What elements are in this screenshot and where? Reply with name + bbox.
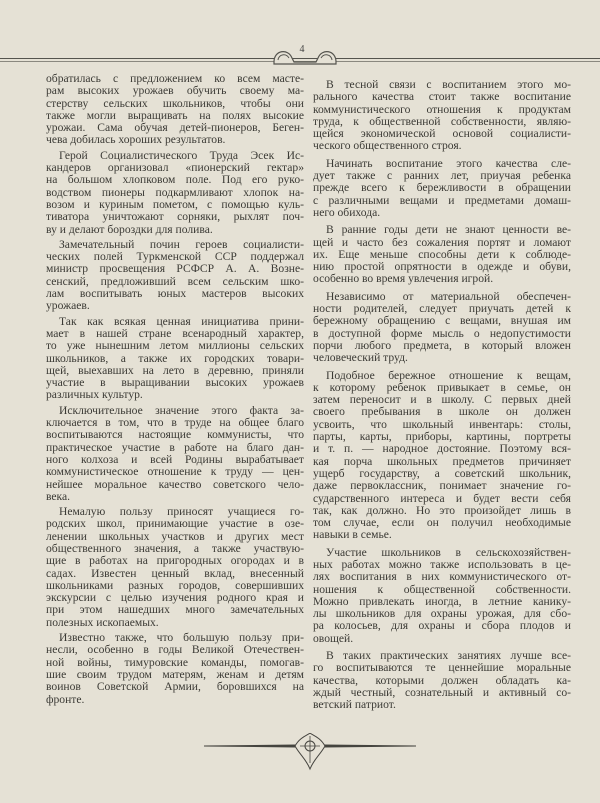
text-line: и т. п. — народное достояние. Поэтому вся- [313,442,571,456]
text-line: Так как всякая ценная инициатива прини- [59,314,304,328]
text-line: шие своим трудом матерям, женам и детям [46,667,304,681]
text-line: мает в нашей стране всенародный характер, [46,326,304,340]
text-line: при этом нашедших много замечательных [46,603,304,617]
text-line: полезных ископаемых. [46,615,159,629]
text-line: практическое участие в работе на благо дан- [46,440,304,454]
text-line: нию простой опрятности в одежде и обуви, [313,260,571,274]
paragraph [313,158,571,219]
paragraph [313,224,571,285]
text-line: также могли выращивать на полях высокие [46,108,304,122]
text-line: щие в работах на пригородных огородах и в [46,554,304,568]
text-line: воинов Советской Армии, боровшихся на [46,680,304,694]
text-line: рам высоких урожаев обучить своему ма- [46,84,304,98]
text-line: к которому ребенок привыкает в семье, он [313,380,571,394]
text-line: дует также с ранних лет, приучая ребенка [313,169,571,183]
text-line: Независимо от материальной обеспечен- [326,289,571,303]
text-line: ного колхоза и всей Родины вырабатывает [46,452,304,466]
text-line: коммунистическое отношение к труду — цен- [46,465,304,479]
text-line: несли, особенно в годы Великой Отечествен- [46,643,304,657]
text-line: ности родителей, следует приучать детей к [313,302,571,316]
text-line: их. Еще меньше способны дети к соблюде- [313,247,571,261]
paragraph [46,73,304,147]
text-line: прежде всего к бережливости в обращении [313,181,571,195]
text-line: министр просвещения РСФСР А. А. Возне- [46,262,304,276]
text-line: так, как должно. Но это произойдет лишь в [313,503,571,517]
paragraph [46,405,304,503]
text-line: навыки в семье. [313,528,392,542]
text-line: ной войны, тимуровские команды, помогав- [46,655,304,669]
text-line: щейся экономической основой социалисти- [313,127,571,141]
text-line: качества, которыми должен обладать ка- [313,673,571,687]
paragraph [46,506,304,629]
text-line: стерству сельских школьников, чтобы они [46,96,304,110]
text-line: труда, к общественной собственности, являю- [313,114,571,128]
text-line: Немалую пользу приносят учащиеся го- [59,505,304,519]
text-line: школьников, а также их городских товари- [46,351,304,365]
text-line: коммунистического отношения к продуктам [313,102,571,116]
text-line: затем переносит и в школу. С первых дней [313,393,571,407]
text-line: урожаев. [46,299,90,313]
text-line: обратилась с предложением ко всем масте- [46,72,304,85]
text-line: щей, выехавших на лето в деревню, приняли [46,363,304,377]
text-line: рального качества стоит также воспитание [313,90,571,104]
right-column [313,79,571,717]
paragraph [46,632,304,706]
text-line: сударственного интереса и будет вести себя [313,491,571,505]
text-line: ра колосьев, для охраны и сбора плодов и [313,619,571,633]
text-line: ческих полей Туркменской ССР поддержал [46,250,304,264]
text-line: урожаи. Сама обучая детей-пионеров, Беген- [46,121,304,135]
text-line: овощей. [313,631,354,645]
text-line: ленении школьных участков и других мест [46,529,304,543]
paragraph [313,79,571,153]
left-column [46,73,304,709]
text-line: ношения к общественной собственности. [313,582,571,596]
paragraph [46,239,304,313]
text-line: Можно привлекать иногда, в летние канику- [313,594,571,608]
text-line: родских школ, принимающие участие в озе- [46,517,304,531]
text-line: воспитываются настоящие коммунисты, что [46,428,304,442]
text-line: парты, карты, приборы, картины, портреты [313,430,571,444]
text-line: го воспитываются те ценнейшие моральные [313,661,571,675]
footer-ornament-icon [200,733,420,771]
text-line: Участие школьников в сельскохозяйствен- [326,545,571,559]
text-line: ческого общественного строя. [313,139,462,153]
text-line: общественного значения, а также участвую- [46,541,304,555]
text-line: ключается в том, что в труде на общее благо [46,416,304,430]
text-line: В ранние годы дети не знают ценности ве- [326,223,571,237]
text-line: кая порча школьных предметов причиняет [313,454,571,468]
paragraph [313,547,571,645]
text-line: возом и куриным пометом, с помощью куль- [46,197,304,211]
text-line: ветский патриот. [313,698,396,712]
text-line: лях воспитания в них коммунистического от- [313,570,571,584]
text-line: участие в выращивании высоких урожаев [46,376,304,390]
text-line: садах. Известен ценный вклад, внесенный [46,566,304,580]
text-line: чева добилась хороших результатов. [46,133,226,147]
text-line: порчи любого предмета, в который вложен [313,338,571,352]
text-line: водством пионеры подкармливают хлопок на- [46,185,304,199]
paragraph [313,291,571,365]
text-line: усвоить, что школьный инвентарь: столы, [313,417,571,431]
text-line: бережному обращению с вещами, внушая им [313,314,571,328]
text-line: то уже нынешним летом миллионы сельских [46,339,304,353]
text-line: нейшее моральное качество советского чело- [46,477,304,491]
text-line: В таких практических занятиях лучше все- [326,649,571,663]
text-line: Замечательный почин героев социалисти- [59,237,304,251]
paragraph [46,150,304,236]
text-line: фронте. [46,692,85,706]
paragraph [313,370,571,542]
text-line: Герой Социалистического Труда Эсек Ис- [59,148,304,162]
paragraph [46,316,304,402]
text-line: лам воспитывать юных мастеров высоких [46,287,304,301]
text-line: в доступной форме мысль о недопустимости [313,326,571,340]
text-line: щей и часто без сожаления портят и ломают [313,235,571,249]
text-line: человеческий труд. [313,351,408,365]
text-line: кандеров организовал «пионерский гектар» [46,161,304,175]
text-line: том случае, если он получил необходимые [313,516,571,530]
text-line: лы школьников для охраны урожая, для сбо- [313,607,571,621]
text-line: Исключительное значение этого факта за- [59,403,304,417]
text-line: даже первоклассник, понимает значение го- [313,479,571,493]
text-line: особенно во время увлечения игрой. [313,272,494,286]
page-number: 4 [299,44,305,55]
text-line: школьниками разных городов, совершивших [46,578,304,592]
text-line: Известно также, что большую пользу при- [59,631,304,645]
text-line: ных работах можно также использовать в це- [313,557,571,571]
text-line: ву и делают бороздки для полива. [46,222,213,236]
text-line: ждый честный, сознательный и активный со- [313,685,571,699]
text-line: Начинать воспитание этого качества сле- [326,156,571,170]
text-line: на большом хлопковом поле. Под его руко- [46,173,304,187]
text-line: с различными вещами и предметами домаш- [313,193,571,207]
text-line: тиватора уничтожают сорняки, рыхлят поч- [46,210,304,224]
text-line: ущерб государству, а советский школьник, [313,466,571,480]
text-line: экскурсии с целью изучения родного края и [46,591,304,605]
text-line: Подобное бережное отношение к вещам, [326,368,571,382]
text-line: него обихода. [313,205,381,219]
text-line: В тесной связи с воспитанием этого мо- [326,78,571,91]
paragraph [313,650,571,711]
text-line: различных культур. [46,388,143,402]
text-line: своего пребывания в школе он должен [313,405,571,419]
text-line: сенский, предложивший всем сельским шко- [46,274,304,288]
text-line: века. [46,489,71,503]
